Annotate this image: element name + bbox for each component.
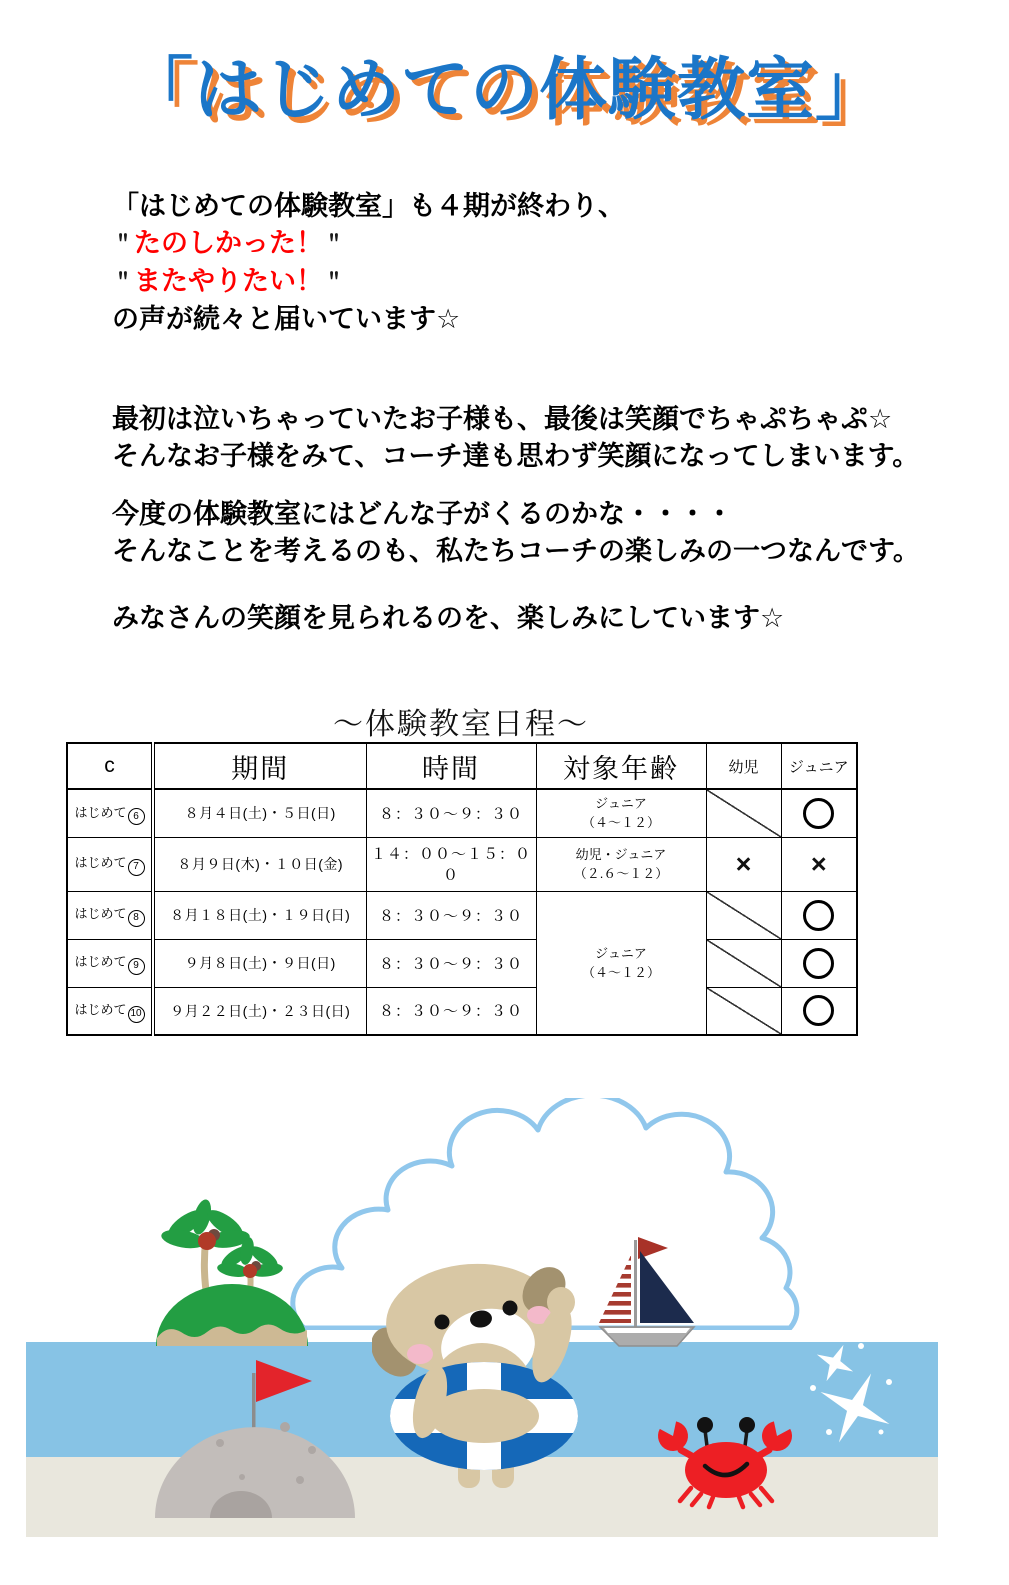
crab-eye (739, 1417, 755, 1433)
age-cell-merged (536, 891, 706, 1035)
table-row (67, 891, 857, 939)
course-cell (67, 939, 153, 987)
dog-with-swim-ring (372, 1258, 592, 1490)
period-cell: ８月９日(木)・１０日(金) (153, 837, 366, 891)
table-row (67, 837, 857, 891)
close-quote: ＂ (323, 232, 346, 257)
youji-availability-mark (706, 837, 781, 891)
age-line-2: （４～１２） (581, 815, 660, 831)
column-header-course: c (67, 743, 153, 789)
sand-mound-with-flag (150, 1355, 360, 1519)
flag-pole (252, 1373, 256, 1431)
table-row (67, 987, 857, 1035)
column-header-time: 時間 (366, 743, 536, 789)
column-header-junior: ジュニア (781, 743, 857, 789)
intro-line-4: の声が続々と届いています☆ (112, 304, 461, 334)
time-cell: ８：３０～９：３０ (366, 939, 536, 987)
dog-cheek (407, 1344, 433, 1364)
time-cell: ８：３０～９：３０ (366, 891, 536, 939)
striped-sail (598, 1255, 632, 1324)
course-prefix: はじめて (74, 804, 127, 820)
schedule-heading: ～体験教室日程～ (333, 708, 589, 741)
intro-quote-line-1 (112, 225, 625, 263)
small-sparkle (808, 1338, 861, 1390)
course-cell (67, 789, 153, 837)
age-cell (536, 837, 706, 891)
age-line-1: ジュニア (595, 945, 647, 961)
body2-line-1: 今度の体験教室にはどんな子がくるのかな・・・・ (112, 499, 733, 529)
body3-line-1: みなさんの笑顔を見られるのを、楽しみにしています☆ (112, 603, 785, 633)
time-cell: １４：００～１５：００ (366, 837, 536, 891)
course-prefix: はじめて (74, 855, 127, 871)
course-number-circled: 6 (128, 808, 145, 825)
table-row (67, 789, 857, 837)
time-cell: ８：３０～９：３０ (366, 987, 536, 1035)
sparkles (805, 1338, 910, 1450)
body1-line-1: 最初は泣いちゃっていたお子様も、最後は笑顔でちゃぷちゃぷ☆ (112, 404, 893, 434)
schedule-table (66, 742, 858, 1036)
period-cell: ９月２２日(土)・２３日(日) (153, 987, 366, 1035)
course-number-circled: 10 (128, 1006, 145, 1023)
open-quote: ＂ (112, 232, 135, 257)
youji-availability-mark (706, 939, 781, 987)
table-row (67, 939, 857, 987)
junior-availability-mark (781, 891, 857, 939)
header-row (67, 743, 857, 789)
age-line-1: ジュニア (595, 796, 647, 812)
crab-eye (697, 1417, 713, 1433)
quote-text-2: またやりたい！ (134, 266, 324, 296)
course-cell (67, 987, 153, 1035)
course-prefix: はじめて (74, 1002, 127, 1017)
course-number-circled: 8 (128, 910, 145, 927)
course-cell (67, 837, 153, 891)
junior-availability-mark (781, 837, 857, 891)
time-cell: ８：３０～９：３０ (366, 789, 536, 837)
course-cell (67, 891, 153, 939)
hull (600, 1327, 694, 1346)
period-cell: ９月８日(土)・９日(日) (153, 939, 366, 987)
junior-availability-mark (781, 789, 857, 837)
close-quote: ＂ (323, 270, 346, 295)
dog-eye (503, 1301, 518, 1316)
age-cell (536, 789, 706, 837)
sailboat (598, 1235, 698, 1348)
course-prefix: はじめて (74, 954, 127, 970)
youji-availability-mark (706, 789, 781, 837)
period-cell: ８月１８日(土)・１９日(日) (153, 891, 366, 939)
column-header-age: 対象年齢 (536, 743, 706, 789)
column-header-youji: 幼児 (706, 743, 781, 789)
beach-illustration (0, 1080, 1009, 1585)
red-flag (256, 1360, 312, 1402)
crab-body (685, 1442, 767, 1498)
big-sparkle (805, 1358, 905, 1450)
body-paragraph-2 (112, 496, 920, 570)
body-paragraph-1 (112, 401, 919, 475)
intro-quote-line-2 (112, 263, 625, 301)
column-header-period: 期間 (153, 743, 366, 789)
palm-island (150, 1192, 315, 1347)
course-number-circled: 7 (128, 859, 145, 876)
intro-paragraph (112, 188, 625, 338)
dog-paw (547, 1287, 575, 1317)
age-line-2: （４～１２） (581, 964, 660, 980)
age-line-2: （２.６～１２） (573, 866, 669, 881)
mast (634, 1240, 637, 1329)
dog-eye (435, 1315, 450, 1330)
course-prefix: はじめて (74, 906, 127, 922)
course-number-circled: 9 (128, 958, 145, 975)
body1-line-2: そんなお子様をみて、コーチ達も思わず笑顔になってしまいます。 (112, 441, 920, 471)
palm-fronds (160, 1198, 284, 1280)
body-paragraph-3 (112, 600, 784, 637)
page-title: 「はじめての体験教室」 (124, 52, 884, 128)
navy-sail (640, 1251, 694, 1323)
junior-availability-mark (781, 987, 857, 1035)
intro-line-1: 「はじめての体験教室」も４期が終わり、 (112, 191, 625, 221)
body2-line-2: そんなことを考えるのも、私たちコーチの楽しみの一つなんです。 (112, 536, 920, 566)
period-cell: ８月４日(土)・５日(日) (153, 789, 366, 837)
crab (645, 1410, 805, 1510)
age-line-1: 幼児・ジュニア (575, 847, 667, 862)
youji-availability-mark (706, 891, 781, 939)
youji-availability-mark (706, 987, 781, 1035)
quote-text-1: たのしかった！ (134, 228, 324, 258)
open-quote: ＂ (112, 270, 135, 295)
junior-availability-mark (781, 939, 857, 987)
